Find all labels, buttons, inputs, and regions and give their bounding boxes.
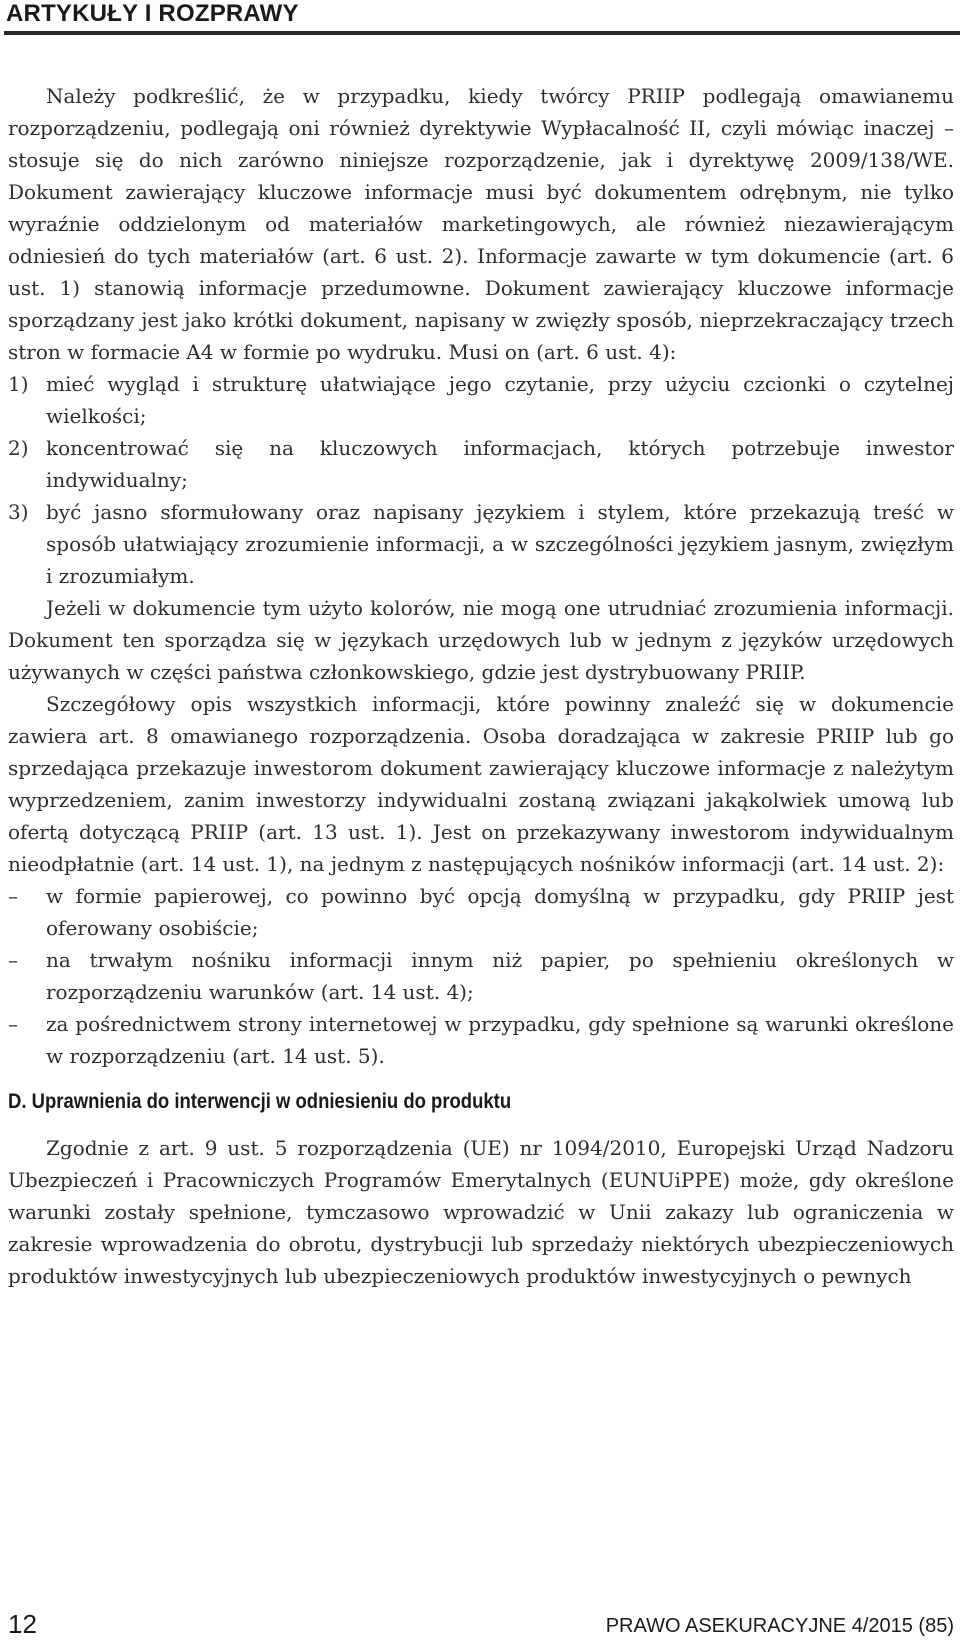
list-item-text: w formie papierowej, co powinno być opcją domyślną w przypadku, gdy PRIIP jest oferowany osobiście; [46,884,954,940]
article-body [8,80,954,1292]
list-item [8,368,954,432]
list-marker: 2) [8,436,29,460]
page-number: 12 [8,1609,37,1639]
running-header-title: ARTYKUŁY I ROZPRAWY [6,0,299,27]
list-item [8,432,954,496]
page-header [0,0,960,40]
page-footer [0,1605,960,1646]
list-item-text: być jasno sformułowany oraz napisany językiem i stylem, które przekazują treść w sposób ułatwiający zrozumienie informacji, a w szczególności językiem jasnym, zwięzłym i zrozumiałym. [46,500,954,588]
list-marker: – [8,948,18,972]
list-marker: 1) [8,372,29,396]
list-item [8,880,954,944]
list-item-text: mieć wygląd i strukturę ułatwiające jego czytanie, przy użyciu czcionki o czytelnej wielkości; [46,372,954,428]
list-item [8,944,954,1008]
dash-list [8,880,954,1072]
paragraph-1: Należy podkreślić, że w przypadku, kiedy twórcy PRIIP podlegają omawianemu rozporządzeniu, podlegają oni również dyrektywie Wypłacalność II, czyli mówiąc inaczej – stosuje się do nich zarówno niniejsze rozporządzenie, jak i dyrektywę 2009/138/WE. Dokument zawierający kluczowe informacje musi być dokumentem odrębnym, nie tylko wyraźnie oddzielonym od materiałów marketingowych, ale również niezawierającym odniesień do tych materiałów (art. 6 ust. 2). Informacje zawarte w tym dokumencie (art. 6 ust. 1) stanowią informacje przedumowne. Dokument zawierający kluczowe informacje sporządzany jest jako krótki dokument, napisany w zwięzły sposób, nieprzekraczający trzech stron w formacie A4 w formie po wydruku. Musi on (art. 6 ust. 4): [8,84,954,364]
list-item-text: za pośrednictwem strony internetowej w przypadku, gdy spełnione są warunki określone w rozporządzeniu (art. 14 ust. 5). [46,1012,954,1068]
numbered-list [8,368,954,592]
paragraph-4: Zgodnie z art. 9 ust. 5 rozporządzenia (UE) nr 1094/2010, Europejski Urząd Nadzoru Ubezpieczeń i Pracowniczych Programów Emerytalnych (EUNUiPPE) może, gdy określone warunki zostały spełnione, tymczasowo wprowadzić w Unii zakazy lub ograniczenia w zakresie wprowadzenia do obrotu, dystrybucji lub sprzedaży niektórych ubezpieczeniowych produktów inwestycyjnych lub ubezpieczeniowych produktów inwestycyjnych o pewnych [8,1136,954,1288]
list-item [8,1008,954,1072]
list-marker: 3) [8,500,29,524]
list-item-text: koncentrować się na kluczowych informacjach, których potrzebuje inwestor indywidualny; [46,436,954,492]
paragraph-2: Jeżeli w dokumencie tym użyto kolorów, nie mogą one utrudniać zrozumienia informacji. Dokument ten sporządza się w językach urzędowych lub w jednym z języków urzędowych używanych w części państwa członkowskiego, gdzie jest dystrybuowany PRIIP. [8,596,954,684]
journal-issue: PRAWO ASEKURACYJNE 4/2015 (85) [605,1615,954,1637]
list-item [8,496,954,592]
header-rule [4,31,960,35]
section-heading: D. Uprawnienia do interwencji w odniesieniu do produktu [8,1090,512,1113]
list-item-text: na trwałym nośniku informacji innym niż papier, po spełnieniu określonych w rozporządzeniu warunków (art. 14 ust. 4); [46,948,954,1004]
list-marker: – [8,1012,18,1036]
list-marker: – [8,884,18,908]
paragraph-3: Szczegółowy opis wszystkich informacji, które powinny znaleźć się w dokumencie zawiera art. 8 omawianego rozporządzenia. Osoba doradzająca w zakresie PRIIP lub go sprzedająca przekazuje inwestorom dokument zawierający kluczowe informacje z należytym wyprzedzeniem, zanim inwestorzy indywidualni zostaną związani jakąkolwiek umową lub ofertą dotyczącą PRIIP (art. 13 ust. 1). Jest on przekazywany inwestorom indywidualnym nieodpłatnie (art. 14 ust. 1), na jednym z następujących nośników informacji (art. 14 ust. 2): [8,692,954,876]
